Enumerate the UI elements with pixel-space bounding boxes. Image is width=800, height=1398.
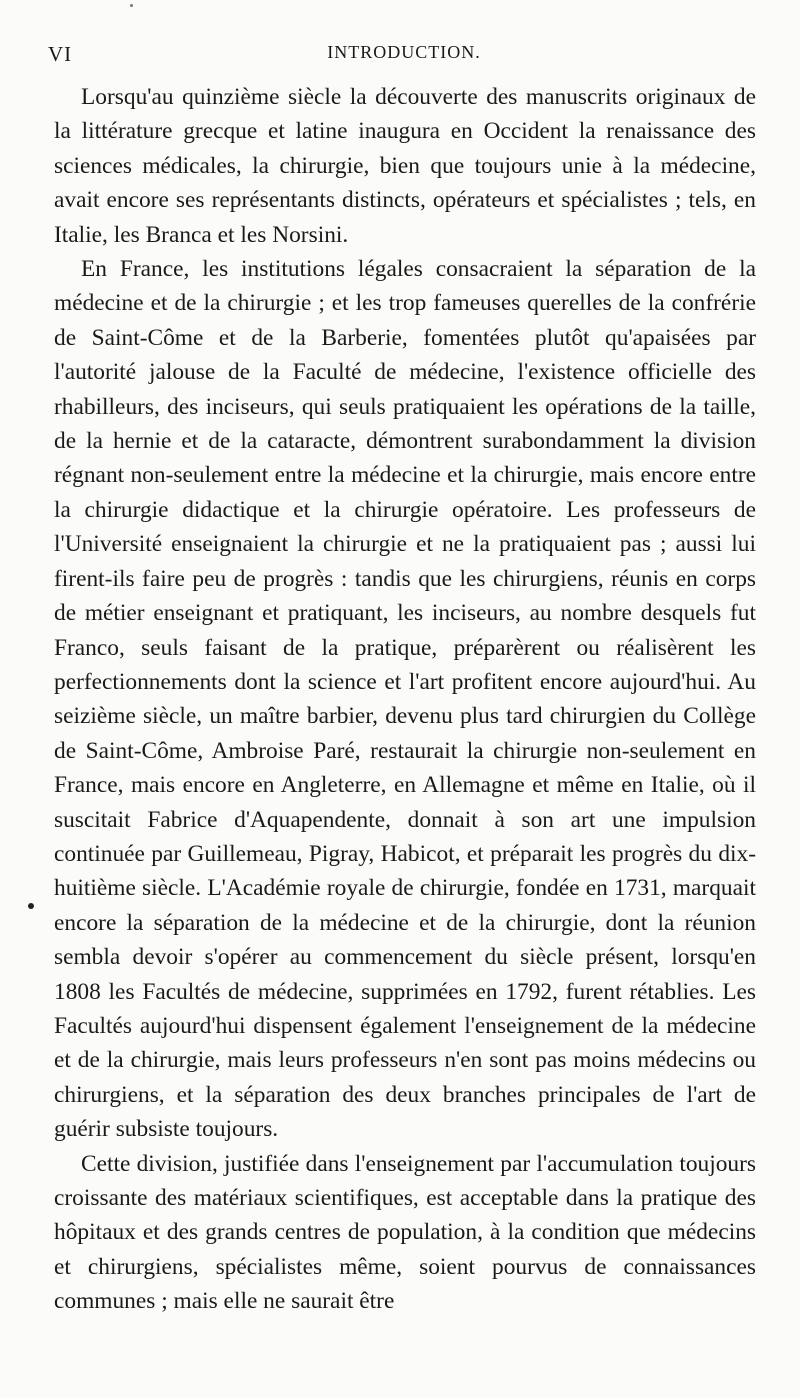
ink-speck [130, 4, 133, 7]
paragraph-1: Lorsqu'au quinzième siècle la découverte des manuscrits originaux de la littérature grecque et latine inaugura en Occident la renaissance des sciences médicales, la chirurgie, bien que toujours unie à la médecine, avait encore ses représentants distincts, opérateurs et spécialistes ; tels, en Italie, les Branca et les Norsini. [54, 84, 756, 248]
page-header [48, 42, 760, 72]
paragraph-2: En France, les institutions légales consacraient la séparation de la médecine et de la chirurgie ; et les trop fameuses querelles de la confrérie de Saint-Côme et de la Barberie, fomentées plutôt qu'apaisées par l'autorité jalouse de la Faculté de médecine, l'existence officielle des rhabilleurs, des inciseurs, qui seuls pratiquaient les opérations de la taille, de la hernie et de la cataracte, démontrent surabondamment la division régnant non-seulement entre la médecine et la chirurgie, mais encore entre la chirurgie didactique et la chirurgie opératoire. Les professeurs de l'Université enseignaient la chirurgie et ne la pratiquaient pas ; aussi lui firent-ils faire peu de progrès : tandis que les chirurgiens, réunis en corps de métier enseignant et pratiquant, les inciseurs, au nombre desquels fut Franco, seuls faisant de la pratique, préparèrent ou réalisèrent les perfectionnements dont la science et l'art profitent encore aujourd'hui. Au seizième siècle, un maître barbier, devenu plus tard chirurgien du Collège de Saint-Côme, Ambroise Paré, restaurait la chirurgie non-seulement en France, mais encore en Angleterre, en Allemagne et même en Italie, où il suscitait Fabrice d'Aquapendente, donnait à son art une impulsion continuée par Guillemeau, Pigray, Habicot, et préparait les progrès du dix-huitième siècle. L'Académie royale de chirurgie, fondée en 1731, marquait encore la séparation de la médecine et de la chirurgie, dont la réunion sembla devoir s'opérer au commencement du siècle présent, lorsqu'en 1808 les Facultés de médecine, supprimées en 1792, furent rétablies. Les Facultés aujourd'hui dispensent également l'enseignement de la médecine et de la chirurgie, mais leurs professeurs n'en sont pas moins médecins ou chirurgiens, et la séparation des deux branches principales de l'art de guérir subsiste toujours. [54, 256, 756, 1143]
page-number: VI [48, 42, 73, 66]
running-title: INTRODUCTION. [327, 42, 481, 62]
margin-dot [28, 903, 34, 909]
paragraph-3: Cette division, justifiée dans l'enseignement par l'accumulation toujours croissante des matériaux scientifiques, est acceptable dans la pratique des hôpitaux et des grands centres de population, à la condition que médecins et chirurgiens, spécialistes même, soient pourvus de connaissances communes ; mais elle ne saurait être [54, 1150, 756, 1315]
body-text [54, 80, 756, 1319]
